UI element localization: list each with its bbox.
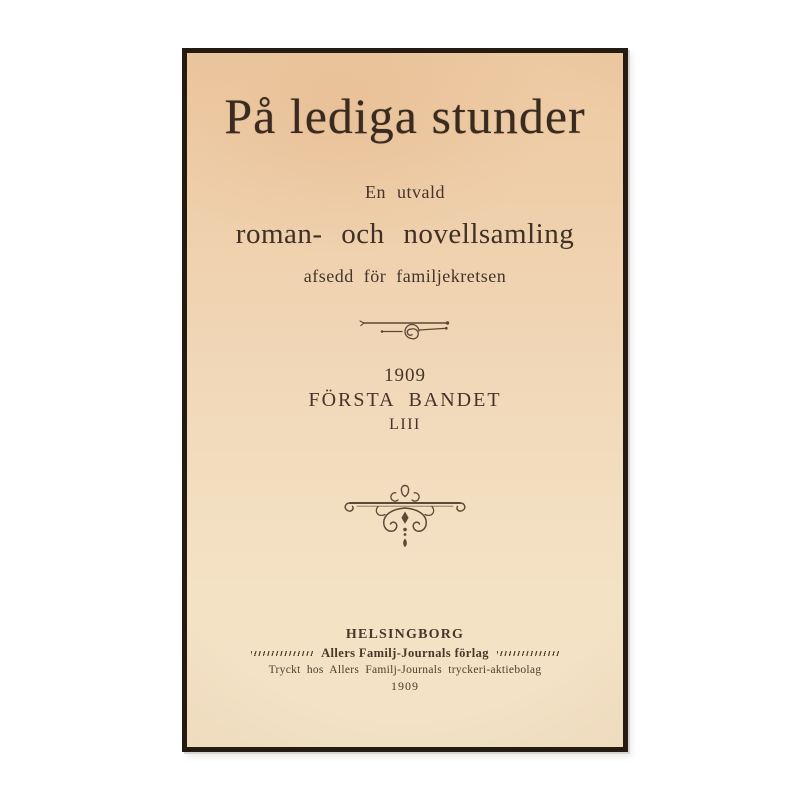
subtitle-line-3: afsedd för familjekretsen	[303, 266, 507, 286]
imprint-year: 1909	[391, 679, 419, 693]
imprint-block	[187, 627, 623, 694]
imprint-city: HELSINGBORG	[345, 627, 465, 642]
book-title: På lediga stunder	[224, 88, 586, 144]
edition-series-numeral: LIII	[389, 416, 421, 433]
imprint-publisher-row	[187, 646, 623, 661]
subtitle-line-2: roman- och novellsamling	[235, 218, 575, 250]
zigzag-rule-icon	[251, 651, 313, 656]
zigzag-rule-icon	[497, 651, 559, 656]
scroll-divider-icon	[357, 315, 453, 343]
book-title-page	[182, 48, 628, 752]
flourish-pendant-icon	[342, 481, 468, 549]
imprint-publisher: Allers Familj-Journals förlag	[321, 646, 489, 660]
edition-volume: FÖRSTA BANDET	[308, 389, 502, 411]
imprint-printer: Tryckt hos Allers Familj-Journals tryckeri-aktiebolag	[268, 664, 542, 676]
subtitle-line-1: En utvald	[365, 182, 445, 202]
edition-year: 1909	[384, 365, 426, 386]
